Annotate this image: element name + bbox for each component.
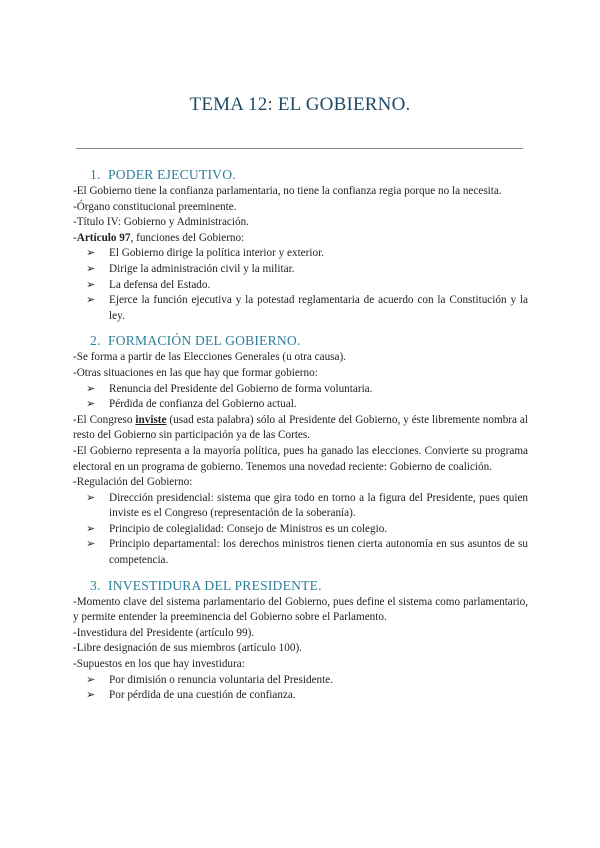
list-item: ➢ Renuncia del Presidente del Gobierno de forma voluntaria. [73, 382, 528, 398]
arrow-bullet-icon: ➢ [86, 262, 96, 275]
section-heading-formacion-gobierno: 2. FORMACIÓN DEL GOBIERNO. [90, 333, 301, 349]
paragraph: -Título IV: Gobierno y Administración. [73, 216, 249, 229]
list-item: ➢ El Gobierno dirige la política interior y exterior. [73, 246, 528, 262]
arrow-bullet-icon: ➢ [86, 398, 96, 411]
document-body [73, 166, 528, 704]
list-item: ➢ Dirige la administración civil y la militar. [73, 262, 528, 278]
document-title: TEMA 12: EL GOBIERNO. [189, 94, 411, 115]
section-heading-investidura: 3. INVESTIDURA DEL PRESIDENTE. [90, 577, 322, 593]
title-divider [76, 148, 523, 149]
paragraph: -Se forma a partir de las Elecciones Generales (u otra causa). [73, 351, 347, 364]
arrow-bullet-icon: ➢ [86, 247, 96, 260]
paragraph: -Libre designación de sus miembros (artículo 100). [73, 642, 302, 655]
arrow-bullet-icon: ➢ [86, 522, 96, 535]
arrow-bullet-icon: ➢ [86, 673, 96, 686]
paragraph: -Otras situaciones en las que hay que formar gobierno: [73, 366, 318, 379]
arrow-bullet-icon: ➢ [86, 278, 96, 291]
paragraph: -Investidura del Presidente (artículo 99). [73, 626, 255, 639]
paragraph: -El Congreso inviste (usad esta palabra) sólo al Presidente del Gobierno, y éste libremente nombra al resto del Gobierno sin participación ya de las Cortes. [73, 413, 528, 442]
list-item: ➢ Ejerce la función ejecutiva y la potestad reglamentaria de acuerdo con la Constitución y la ley. [86, 294, 528, 322]
emphasized-word: inviste [135, 413, 167, 426]
list-item: ➢ Dirección presidencial: sistema que gira todo en torno a la figura del Presidente, pues quien inviste es el Congreso (representación de la soberanía). [86, 491, 528, 520]
arrow-bullet-icon: ➢ [86, 689, 96, 702]
paragraph: -Órgano constitucional preeminente. [73, 200, 237, 213]
list-item: ➢ Principio departamental: los derechos ministros tienen cierta autonomía en sus asuntos de su competencia. [86, 538, 528, 567]
paragraph: -Regulación del Gobierno: [73, 476, 193, 489]
list-item: ➢ Principio de colegialidad: Consejo de Ministros es un colegio. [73, 522, 528, 538]
paragraph: -Supuestos en los que hay investidura: [73, 658, 245, 671]
arrow-bullet-icon: ➢ [86, 294, 96, 307]
list-item: ➢ Pérdida de confianza del Gobierno actual. [73, 397, 528, 413]
list-item: ➢ La defensa del Estado. [73, 278, 528, 294]
arrow-bullet-icon: ➢ [86, 382, 96, 395]
list-item: ➢ Por pérdida de una cuestión de confianza. [73, 688, 528, 704]
list-item: ➢ Por dimisión o renuncia voluntaria del Presidente. [73, 673, 528, 689]
arrow-bullet-icon: ➢ [86, 538, 96, 551]
paragraph: -El Gobierno representa a la mayoría política, pues ha ganado las elecciones. Convierte su programa electoral en un programa de gobierno. Tenemos una novedad reciente: Gobierno de coalición. [73, 444, 528, 473]
paragraph: -Artículo 97, funciones del Gobierno: [73, 231, 245, 244]
arrow-bullet-icon: ➢ [86, 491, 96, 504]
paragraph: -Momento clave del sistema parlamentario del Gobierno, pues define el sistema como parlamentario, y permite entender la preeminencia del Gobierno sobre el Parlamento. [73, 595, 528, 624]
paragraph: -El Gobierno tiene la confianza parlamentaria, no tiene la confianza regia porque no la necesita. [73, 185, 502, 197]
section-heading-poder-ejecutivo: 1. PODER EJECUTIVO. [90, 167, 236, 182]
